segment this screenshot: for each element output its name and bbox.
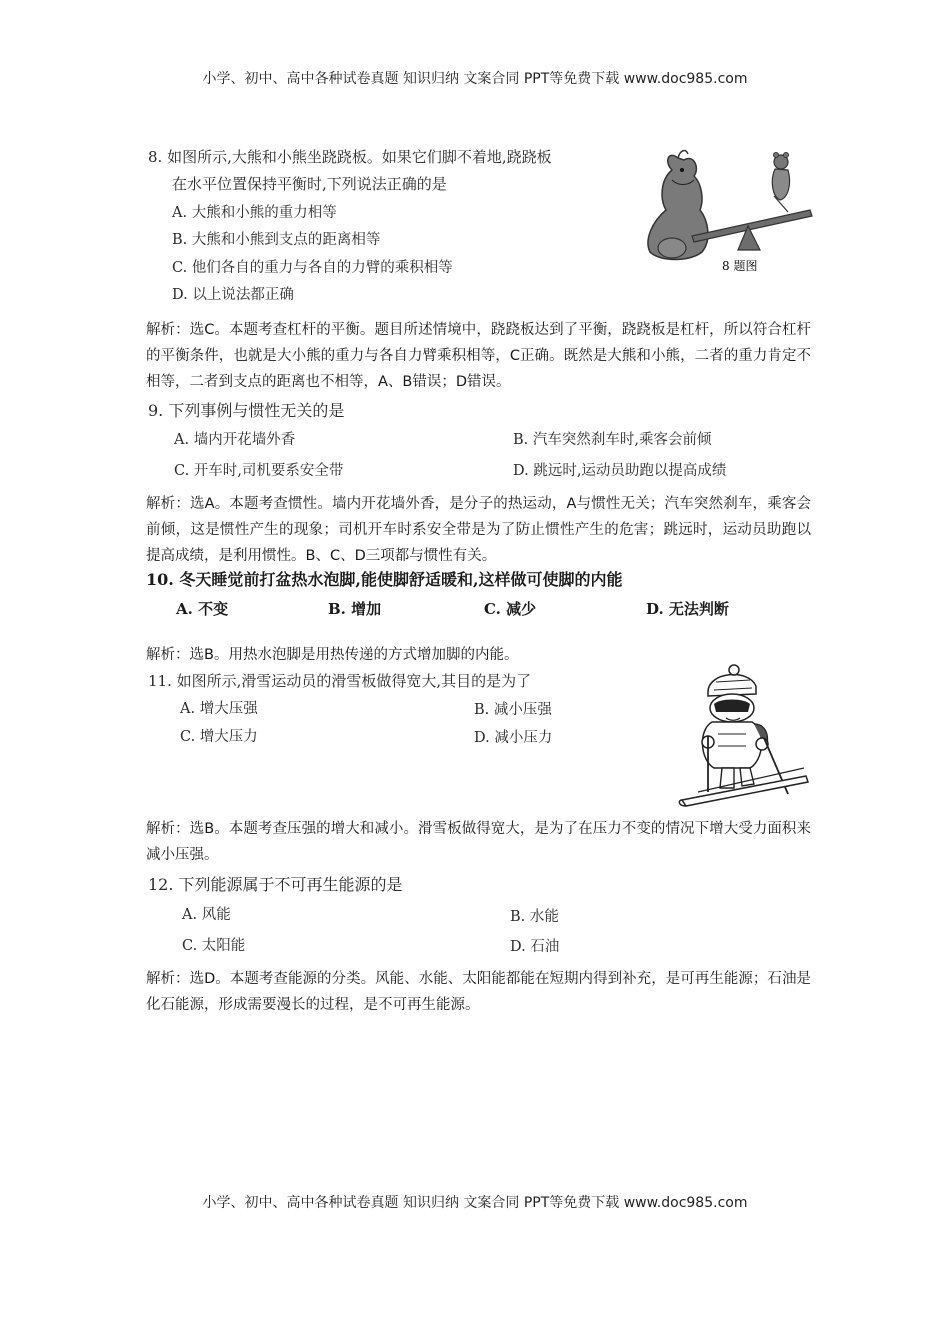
q11-option-a: A. 增大压强 bbox=[180, 701, 258, 717]
q8-option-d: D. 以上说法都正确 bbox=[172, 287, 294, 303]
q12-option-a: A. 风能 bbox=[182, 907, 231, 923]
page-header: 小学、初中、高中各种试卷真题 知识归纳 文案合同 PPT等免费下载 www.doc985.com bbox=[202, 71, 748, 87]
q10-option-c: C. 减少 bbox=[484, 600, 537, 618]
q8-analysis: 解析：选C。本题考查杠杆的平衡。题目所述情境中，跷跷板达到了平衡，跷跷板是杠杆，所以符合杠杆的平衡条件，也就是大小熊的重力与各自力臂乘积相等，C正确。既然是大熊和小熊，二者的重力肯定不相等，二者到支点的距离也不相等，A、B错误；D错误。 bbox=[146, 322, 811, 390]
q12-option-b: B. 水能 bbox=[510, 909, 559, 925]
q11-option-d: D. 减小压力 bbox=[474, 730, 553, 746]
page-footer: 小学、初中、高中各种试卷真题 知识归纳 文案合同 PPT等免费下载 www.doc985.com bbox=[202, 1195, 748, 1211]
q9-stem: 9. 下列事例与惯性无关的是 bbox=[148, 401, 345, 420]
q12-option-c: C. 太阳能 bbox=[182, 938, 246, 954]
q9-option-d: D. 跳远时,运动员助跑以提高成绩 bbox=[513, 463, 727, 479]
q9-option-b: B. 汽车突然刹车时,乘客会前倾 bbox=[513, 432, 712, 448]
q9-option-c: C. 开车时,司机要系安全带 bbox=[174, 463, 344, 479]
q8-option-c: C. 他们各自的重力与各自的力臂的乘积相等 bbox=[172, 260, 453, 276]
q9-option-a: A. 墙内开花墙外香 bbox=[174, 432, 296, 448]
q12-stem: 12. 下列能源属于不可再生能源的是 bbox=[148, 875, 403, 894]
q11-skier-figure bbox=[678, 664, 816, 812]
q8-figure-caption: 8 题图 bbox=[722, 259, 758, 273]
q9-analysis: 解析：选A。本题考查惯性。墙内开花墙外香，是分子的热运动，A与惯性无关；汽车突然刹车，乘客会前倾，这是惯性产生的现象；司机开车时系安全带是为了防止惯性产生的危害；跳远时，运动员助跑以提高成绩，是利用惯性。B、C、D三项都与惯性有关。 bbox=[146, 496, 811, 564]
q8-option-b: B. 大熊和小熊到支点的距离相等 bbox=[172, 232, 381, 248]
q10-analysis: 解析：选B。用热水泡脚是用热传递的方式增加脚的内能。 bbox=[146, 647, 519, 663]
q12-analysis: 解析：选D。本题考查能源的分类。风能、水能、太阳能都能在短期内得到补充，是可再生能源；石油是化石能源，形成需要漫长的过程，是不可再生能源。 bbox=[146, 971, 811, 1013]
q11-option-b: B. 减小压强 bbox=[474, 702, 552, 718]
q11-option-c: C. 增大压力 bbox=[180, 729, 258, 745]
q8-seesaw-bears-figure bbox=[638, 140, 823, 275]
q10-option-b: B. 增加 bbox=[328, 600, 382, 618]
q10-stem: 10. 冬天睡觉前打盆热水泡脚,能使脚舒适暖和,这样做可使脚的内能 bbox=[146, 570, 623, 589]
q8-stem-line2: 在水平位置保持平衡时,下列说法正确的是 bbox=[172, 175, 447, 193]
q8-option-a: A. 大熊和小熊的重力相等 bbox=[172, 205, 337, 221]
q12-option-d: D. 石油 bbox=[510, 939, 560, 955]
q8-stem-line1: 8. 如图所示,大熊和小熊坐跷跷板。如果它们脚不着地,跷跷板 bbox=[148, 148, 552, 166]
q11-analysis: 解析：选B。本题考查压强的增大和减小。滑雪板做得宽大，是为了在压力不变的情况下增大受力面积来减小压强。 bbox=[146, 821, 811, 863]
q11-stem: 11. 如图所示,滑雪运动员的滑雪板做得宽大,其目的是为了 bbox=[148, 672, 532, 690]
q10-option-a: A. 不变 bbox=[176, 600, 229, 618]
q10-option-d: D. 无法判断 bbox=[646, 600, 729, 618]
